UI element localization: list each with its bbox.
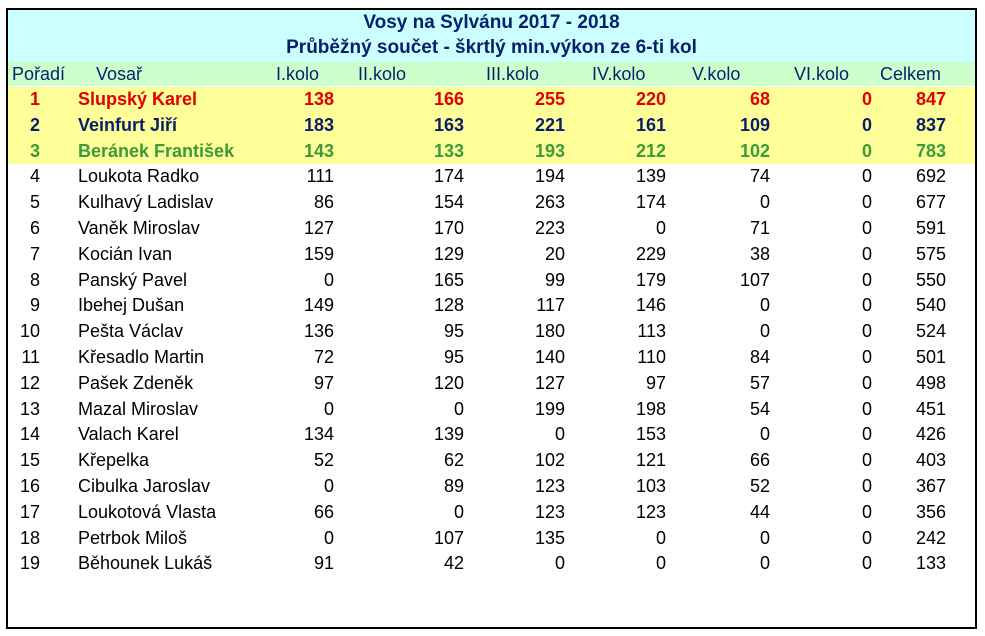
rank-cell: 5 xyxy=(29,192,40,213)
round-6-cell: 0 xyxy=(861,372,872,393)
round-2-cell: 128 xyxy=(433,295,464,316)
header-round-3: III.kolo xyxy=(486,64,540,84)
round-1-cell: 0 xyxy=(323,476,334,496)
round-5-cell: 66 xyxy=(749,450,770,471)
name-cell: Pašek Zdeněk xyxy=(78,372,194,393)
round-6-cell: 0 xyxy=(861,140,872,161)
round-3-cell: 102 xyxy=(534,450,565,471)
round-6-cell: 0 xyxy=(861,243,872,264)
round-6-cell: 0 xyxy=(861,269,872,290)
name-cell: Beránek František xyxy=(78,140,235,161)
standings-sheet xyxy=(6,8,977,629)
round-4-cell: 110 xyxy=(637,347,666,367)
table-row xyxy=(8,139,975,165)
round-4-cell: 123 xyxy=(635,501,666,522)
total-cell: 847 xyxy=(915,89,946,109)
round-6-cell: 0 xyxy=(861,321,872,342)
round-6-cell: 0 xyxy=(861,166,872,187)
round-3-cell: 0 xyxy=(554,553,565,574)
round-1-cell: 0 xyxy=(323,269,334,290)
round-3-cell: 180 xyxy=(534,321,565,342)
table-row xyxy=(8,319,975,345)
header-total: Celkem xyxy=(880,64,942,84)
rank-cell: 16 xyxy=(19,476,40,496)
round-2-cell: 133 xyxy=(433,140,464,161)
round-4-cell: 103 xyxy=(635,476,666,496)
total-cell: 783 xyxy=(915,140,946,161)
table-row xyxy=(8,500,975,526)
round-1-cell: 52 xyxy=(313,450,334,471)
round-4-cell: 220 xyxy=(635,89,666,109)
sheet-subtitle: Průběžný součet - škrtlý min.výkon ze 6-ti kol xyxy=(286,37,697,58)
table-row xyxy=(8,164,975,190)
rank-cell: 17 xyxy=(19,501,40,522)
round-1-cell: 91 xyxy=(313,553,334,574)
total-cell: 591 xyxy=(915,218,946,238)
round-4-cell: 113 xyxy=(637,321,666,342)
round-1-cell: 97 xyxy=(313,372,334,393)
round-3-cell: 99 xyxy=(544,269,565,290)
header-round-4: IV.kolo xyxy=(592,64,646,84)
table-row xyxy=(8,448,975,474)
round-6-cell: 0 xyxy=(861,114,872,135)
total-cell: 403 xyxy=(915,450,946,471)
round-5-cell: 0 xyxy=(759,295,770,316)
round-3-cell: 140 xyxy=(534,347,565,367)
round-3-cell: 263 xyxy=(534,192,565,213)
name-cell: Mazal Miroslav xyxy=(78,398,199,419)
header-rank: Pořadí xyxy=(12,64,66,84)
round-2-cell: 139 xyxy=(433,424,464,445)
round-2-cell: 0 xyxy=(453,501,464,522)
round-6-cell: 0 xyxy=(861,450,872,471)
round-4-cell: 0 xyxy=(655,218,666,238)
name-cell: Vaněk Miroslav xyxy=(78,218,200,238)
round-2-cell: 62 xyxy=(443,450,464,471)
round-1-cell: 138 xyxy=(303,89,334,109)
round-2-cell: 166 xyxy=(433,89,464,109)
rank-cell: 9 xyxy=(29,295,40,316)
round-1-cell: 134 xyxy=(303,424,334,445)
round-6-cell: 0 xyxy=(861,347,872,367)
name-cell: Valach Karel xyxy=(78,424,179,445)
round-3-cell: 127 xyxy=(534,372,565,393)
name-cell: Ibehej Dušan xyxy=(78,295,185,316)
round-6-cell: 0 xyxy=(861,527,872,548)
total-cell: 692 xyxy=(915,166,946,187)
round-5-cell: 74 xyxy=(749,166,770,187)
column-header-row xyxy=(8,62,975,86)
rank-cell: 14 xyxy=(19,424,40,445)
rank-cell: 8 xyxy=(29,269,40,290)
name-cell: Běhounek Lukáš xyxy=(78,553,213,574)
round-2-cell: 120 xyxy=(433,372,464,393)
round-2-cell: 0 xyxy=(453,398,464,419)
round-2-cell: 165 xyxy=(433,269,464,290)
table-row xyxy=(8,216,975,242)
round-5-cell: 71 xyxy=(749,218,770,238)
total-cell: 524 xyxy=(915,321,946,342)
round-5-cell: 52 xyxy=(749,476,770,496)
round-2-cell: 170 xyxy=(433,218,464,238)
table-row xyxy=(8,345,975,371)
rank-cell: 4 xyxy=(29,166,40,187)
rank-cell: 2 xyxy=(29,114,40,135)
table-row xyxy=(8,242,975,268)
round-5-cell: 54 xyxy=(749,398,770,419)
round-3-cell: 135 xyxy=(534,527,565,548)
total-cell: 451 xyxy=(915,398,946,419)
round-4-cell: 139 xyxy=(635,166,666,187)
round-6-cell: 0 xyxy=(861,398,872,419)
name-cell: Kocián Ivan xyxy=(78,243,173,264)
total-cell: 133 xyxy=(915,553,946,574)
round-5-cell: 0 xyxy=(759,192,770,213)
round-1-cell: 111 xyxy=(306,166,334,187)
round-5-cell: 57 xyxy=(749,372,770,393)
sheet-title: Vosy na Sylvánu 2017 - 2018 xyxy=(363,12,620,33)
round-1-cell: 149 xyxy=(303,295,334,316)
table-row xyxy=(8,268,975,294)
round-1-cell: 0 xyxy=(323,398,334,419)
round-5-cell: 107 xyxy=(739,269,770,290)
table-row xyxy=(8,293,975,319)
name-cell: Slupský Karel xyxy=(78,89,198,109)
rank-cell: 15 xyxy=(19,450,40,471)
table-row xyxy=(8,371,975,397)
name-cell: Petrbok Miloš xyxy=(78,527,188,548)
round-3-cell: 123 xyxy=(534,476,565,496)
round-2-cell: 89 xyxy=(443,476,464,496)
table-row xyxy=(8,422,975,448)
table-row xyxy=(8,190,975,216)
name-cell: Křesadlo Martin xyxy=(78,347,205,367)
table-row xyxy=(8,526,975,552)
round-4-cell: 161 xyxy=(635,114,666,135)
round-2-cell: 163 xyxy=(433,114,464,135)
round-5-cell: 0 xyxy=(759,527,770,548)
round-1-cell: 66 xyxy=(313,501,334,522)
total-cell: 550 xyxy=(915,269,946,290)
round-4-cell: 0 xyxy=(655,527,666,548)
round-1-cell: 0 xyxy=(323,527,334,548)
round-1-cell: 159 xyxy=(303,243,334,264)
header-name: Vosař xyxy=(96,64,143,84)
round-3-cell: 223 xyxy=(534,218,565,238)
total-cell: 540 xyxy=(915,295,946,316)
round-2-cell: 42 xyxy=(443,553,464,574)
round-4-cell: 212 xyxy=(635,140,666,161)
round-1-cell: 86 xyxy=(313,192,334,213)
title-band xyxy=(8,10,975,63)
name-cell: Loukota Radko xyxy=(78,166,200,187)
rank-cell: 10 xyxy=(19,321,40,342)
round-5-cell: 84 xyxy=(749,347,770,367)
round-5-cell: 0 xyxy=(759,321,770,342)
round-1-cell: 72 xyxy=(313,347,334,367)
table-row xyxy=(8,397,975,423)
round-6-cell: 0 xyxy=(861,295,872,316)
total-cell: 498 xyxy=(915,372,946,393)
round-3-cell: 117 xyxy=(536,295,565,316)
round-5-cell: 0 xyxy=(759,424,770,445)
total-cell: 426 xyxy=(915,424,946,445)
round-2-cell: 95 xyxy=(443,321,464,342)
rank-cell: 11 xyxy=(21,347,40,367)
round-5-cell: 102 xyxy=(739,140,770,161)
total-cell: 677 xyxy=(915,192,946,213)
table-row xyxy=(8,551,975,577)
name-cell: Křepelka xyxy=(78,450,150,471)
round-4-cell: 198 xyxy=(635,398,666,419)
round-4-cell: 121 xyxy=(635,450,666,471)
rank-cell: 3 xyxy=(29,140,40,161)
rank-cell: 12 xyxy=(19,372,40,393)
round-2-cell: 129 xyxy=(433,243,464,264)
round-5-cell: 0 xyxy=(759,553,770,574)
header-round-2: II.kolo xyxy=(358,64,407,84)
round-4-cell: 146 xyxy=(635,295,666,316)
round-3-cell: 221 xyxy=(534,114,565,135)
round-2-cell: 107 xyxy=(433,527,464,548)
table-row xyxy=(8,474,975,500)
round-3-cell: 199 xyxy=(534,398,565,419)
name-cell: Veinfurt Jiří xyxy=(78,114,178,135)
total-cell: 356 xyxy=(915,501,946,522)
round-4-cell: 174 xyxy=(635,192,666,213)
round-5-cell: 44 xyxy=(749,501,770,522)
round-3-cell: 123 xyxy=(534,501,565,522)
table-row xyxy=(8,87,975,113)
round-4-cell: 153 xyxy=(635,424,666,445)
round-6-cell: 0 xyxy=(861,218,872,238)
round-1-cell: 127 xyxy=(303,218,334,238)
round-4-cell: 229 xyxy=(635,243,666,264)
round-3-cell: 255 xyxy=(534,89,565,109)
rank-cell: 6 xyxy=(29,218,40,238)
round-6-cell: 0 xyxy=(861,501,872,522)
rank-cell: 18 xyxy=(19,527,40,548)
round-2-cell: 174 xyxy=(433,166,464,187)
header-round-6: VI.kolo xyxy=(794,64,850,84)
name-cell: Panský Pavel xyxy=(78,269,188,290)
name-cell: Cibulka Jaroslav xyxy=(78,476,211,496)
rank-cell: 13 xyxy=(19,398,40,419)
table-row xyxy=(8,113,975,139)
round-4-cell: 179 xyxy=(635,269,666,290)
round-1-cell: 183 xyxy=(303,114,334,135)
name-cell: Loukotová Vlasta xyxy=(78,501,217,522)
total-cell: 367 xyxy=(915,476,946,496)
round-5-cell: 109 xyxy=(739,114,770,135)
round-1-cell: 136 xyxy=(303,321,334,342)
round-6-cell: 0 xyxy=(861,476,872,496)
total-cell: 837 xyxy=(915,114,946,135)
name-cell: Kulhavý Ladislav xyxy=(78,192,214,213)
round-3-cell: 20 xyxy=(544,243,565,264)
round-1-cell: 143 xyxy=(303,140,334,161)
total-cell: 501 xyxy=(915,347,946,367)
header-round-1: I.kolo xyxy=(276,64,320,84)
round-6-cell: 0 xyxy=(861,424,872,445)
round-4-cell: 97 xyxy=(645,372,666,393)
header-round-5: V.kolo xyxy=(692,64,741,84)
round-6-cell: 0 xyxy=(861,89,872,109)
rank-cell: 1 xyxy=(29,89,40,109)
round-3-cell: 193 xyxy=(534,140,565,161)
round-6-cell: 0 xyxy=(861,553,872,574)
round-5-cell: 68 xyxy=(749,89,770,109)
round-6-cell: 0 xyxy=(861,192,872,213)
round-2-cell: 95 xyxy=(443,347,464,367)
round-5-cell: 38 xyxy=(749,243,770,264)
total-cell: 242 xyxy=(915,527,946,548)
name-cell: Pešta Václav xyxy=(78,321,184,342)
rank-cell: 7 xyxy=(29,243,40,264)
round-2-cell: 154 xyxy=(433,192,464,213)
total-cell: 575 xyxy=(915,243,946,264)
round-3-cell: 0 xyxy=(554,424,565,445)
rank-cell: 19 xyxy=(19,553,40,574)
round-4-cell: 0 xyxy=(655,553,666,574)
round-3-cell: 194 xyxy=(534,166,565,187)
